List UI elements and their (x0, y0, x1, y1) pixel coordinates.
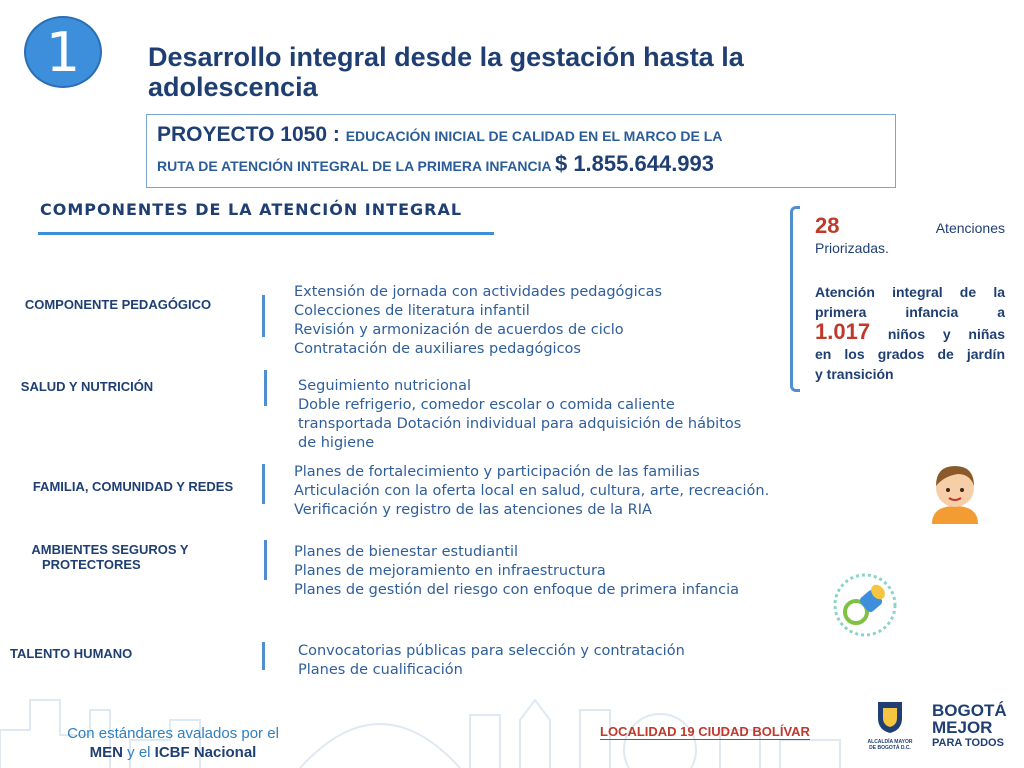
pacifier-icon (832, 572, 898, 638)
attentions-line (815, 213, 1005, 238)
component-divider (262, 295, 265, 337)
list-item: Seguimiento nutricional (298, 378, 472, 394)
list-item: transportada Dotación individual para adquisición de hábitos (298, 416, 742, 432)
footer-standards (48, 724, 298, 762)
project-line2 (157, 150, 885, 180)
men-label: MEN (89, 744, 123, 761)
list-item: Articulación con la oferta local en salud, cultura, arte, recreación. (294, 483, 770, 499)
list-item: Doble refrigerio, comedor escolar o comida caliente (298, 397, 675, 413)
component-label-ambientes (10, 542, 210, 572)
component-items-ambientes (294, 543, 739, 600)
footer-standards-line: Con estándares avalados por el (67, 725, 279, 742)
integral-line-3: niños y niñas (887, 326, 1005, 342)
attentions-number: 28 (815, 213, 840, 238)
project-amount: $ 1.855.644.993 (554, 151, 715, 176)
component-label-familia: FAMILIA, COMUNIDAD Y REDES (32, 479, 234, 494)
page-title: Desarrollo integral desde la gestación hasta la adolescencia (148, 42, 744, 102)
components-heading: COMPONENTES DE LA ATENCIÓN INTEGRAL (40, 200, 463, 219)
bogota-logo-mid: MEJOR (932, 718, 993, 737)
attentions-block (815, 213, 1005, 258)
footer-connector: y el (122, 744, 155, 761)
bogota-logo-bottom: PARA TODOS (932, 737, 1004, 749)
project-name: PROYECTO 1050 : (157, 123, 340, 146)
list-item: Planes de fortalecimiento y participación de las familias (294, 464, 700, 480)
component-items-talento (298, 642, 685, 680)
alcaldia-line: ALCALDÍA MAYOR (867, 739, 913, 745)
bogota-logo-top: BOGOTÁ (932, 701, 1007, 720)
icbf-label: ICBF Nacional (154, 744, 257, 761)
list-item: Verificación y registro de las atenciones de la RIA (294, 502, 652, 518)
component-items-salud (298, 377, 741, 453)
component-label-salud: SALUD Y NUTRICIÓN (20, 379, 154, 394)
localidad-label: LOCALIDAD 19 CIUDAD BOLÍVAR (600, 724, 810, 739)
component-divider (264, 540, 267, 580)
component-label-line: AMBIENTES SEGUROS Y (31, 542, 189, 557)
component-divider (262, 642, 265, 670)
list-item: Convocatorias públicas para selección y contratación (298, 643, 685, 659)
side-bracket (790, 206, 800, 392)
list-item: Contratación de auxiliares pedagógicos (294, 341, 581, 357)
component-label-talento: TALENTO HUMANO (10, 646, 133, 661)
list-item: de higiene (298, 435, 375, 451)
footer-standards-line-2 (48, 743, 298, 762)
integral-line: y transición (815, 366, 894, 382)
project-description-2: RUTA DE ATENCIÓN INTEGRAL DE LA PRIMERA INFANCIA (157, 158, 552, 174)
component-divider (264, 370, 267, 406)
child-face-icon (926, 460, 984, 524)
heading-underline (38, 232, 494, 235)
alcaldia-text (866, 739, 914, 751)
project-line1 (157, 121, 885, 150)
integral-line (815, 319, 1005, 344)
project-description-1: EDUCACIÓN INICIAL DE CALIDAD EN EL MARCO DE LA (345, 128, 723, 144)
integral-line: Atención integral de la (815, 284, 1005, 300)
list-item: Planes de bienestar estudiantil (294, 544, 519, 560)
list-item: Planes de gestión del riesgo con enfoque de primera infancia (294, 582, 740, 598)
component-items-pedagogico (294, 283, 662, 359)
list-item: Extensión de jornada con actividades pedagógicas (294, 284, 663, 300)
section-number-badge: 1 (24, 16, 102, 88)
component-label-pedagogico: COMPONENTE PEDAGÓGICO (24, 297, 212, 312)
integral-attention-block (815, 282, 1005, 384)
attentions-text: Atenciones (935, 220, 1005, 236)
integral-line: primera infancia a (815, 304, 1005, 320)
component-items-familia (294, 463, 769, 520)
component-label-line: PROTECTORES (42, 557, 141, 572)
project-box (146, 114, 896, 188)
attentions-text-2: Priorizadas. (815, 240, 889, 256)
integral-line: en los grados de jardín (815, 346, 1005, 362)
list-item: Planes de mejoramiento en infraestructura (294, 563, 606, 579)
list-item: Colecciones de literatura infantil (294, 303, 530, 319)
list-item: Revisión y armonización de acuerdos de ciclo (294, 322, 624, 338)
alcaldia-logo (866, 700, 914, 751)
bogota-mejor-logo (932, 702, 1022, 749)
list-item: Planes de cualificación (298, 662, 463, 678)
coat-of-arms-icon (875, 700, 905, 734)
children-number: 1.017 (815, 319, 871, 344)
alcaldia-line: DE BOGOTÁ D.C. (869, 745, 911, 751)
component-divider (262, 464, 265, 504)
